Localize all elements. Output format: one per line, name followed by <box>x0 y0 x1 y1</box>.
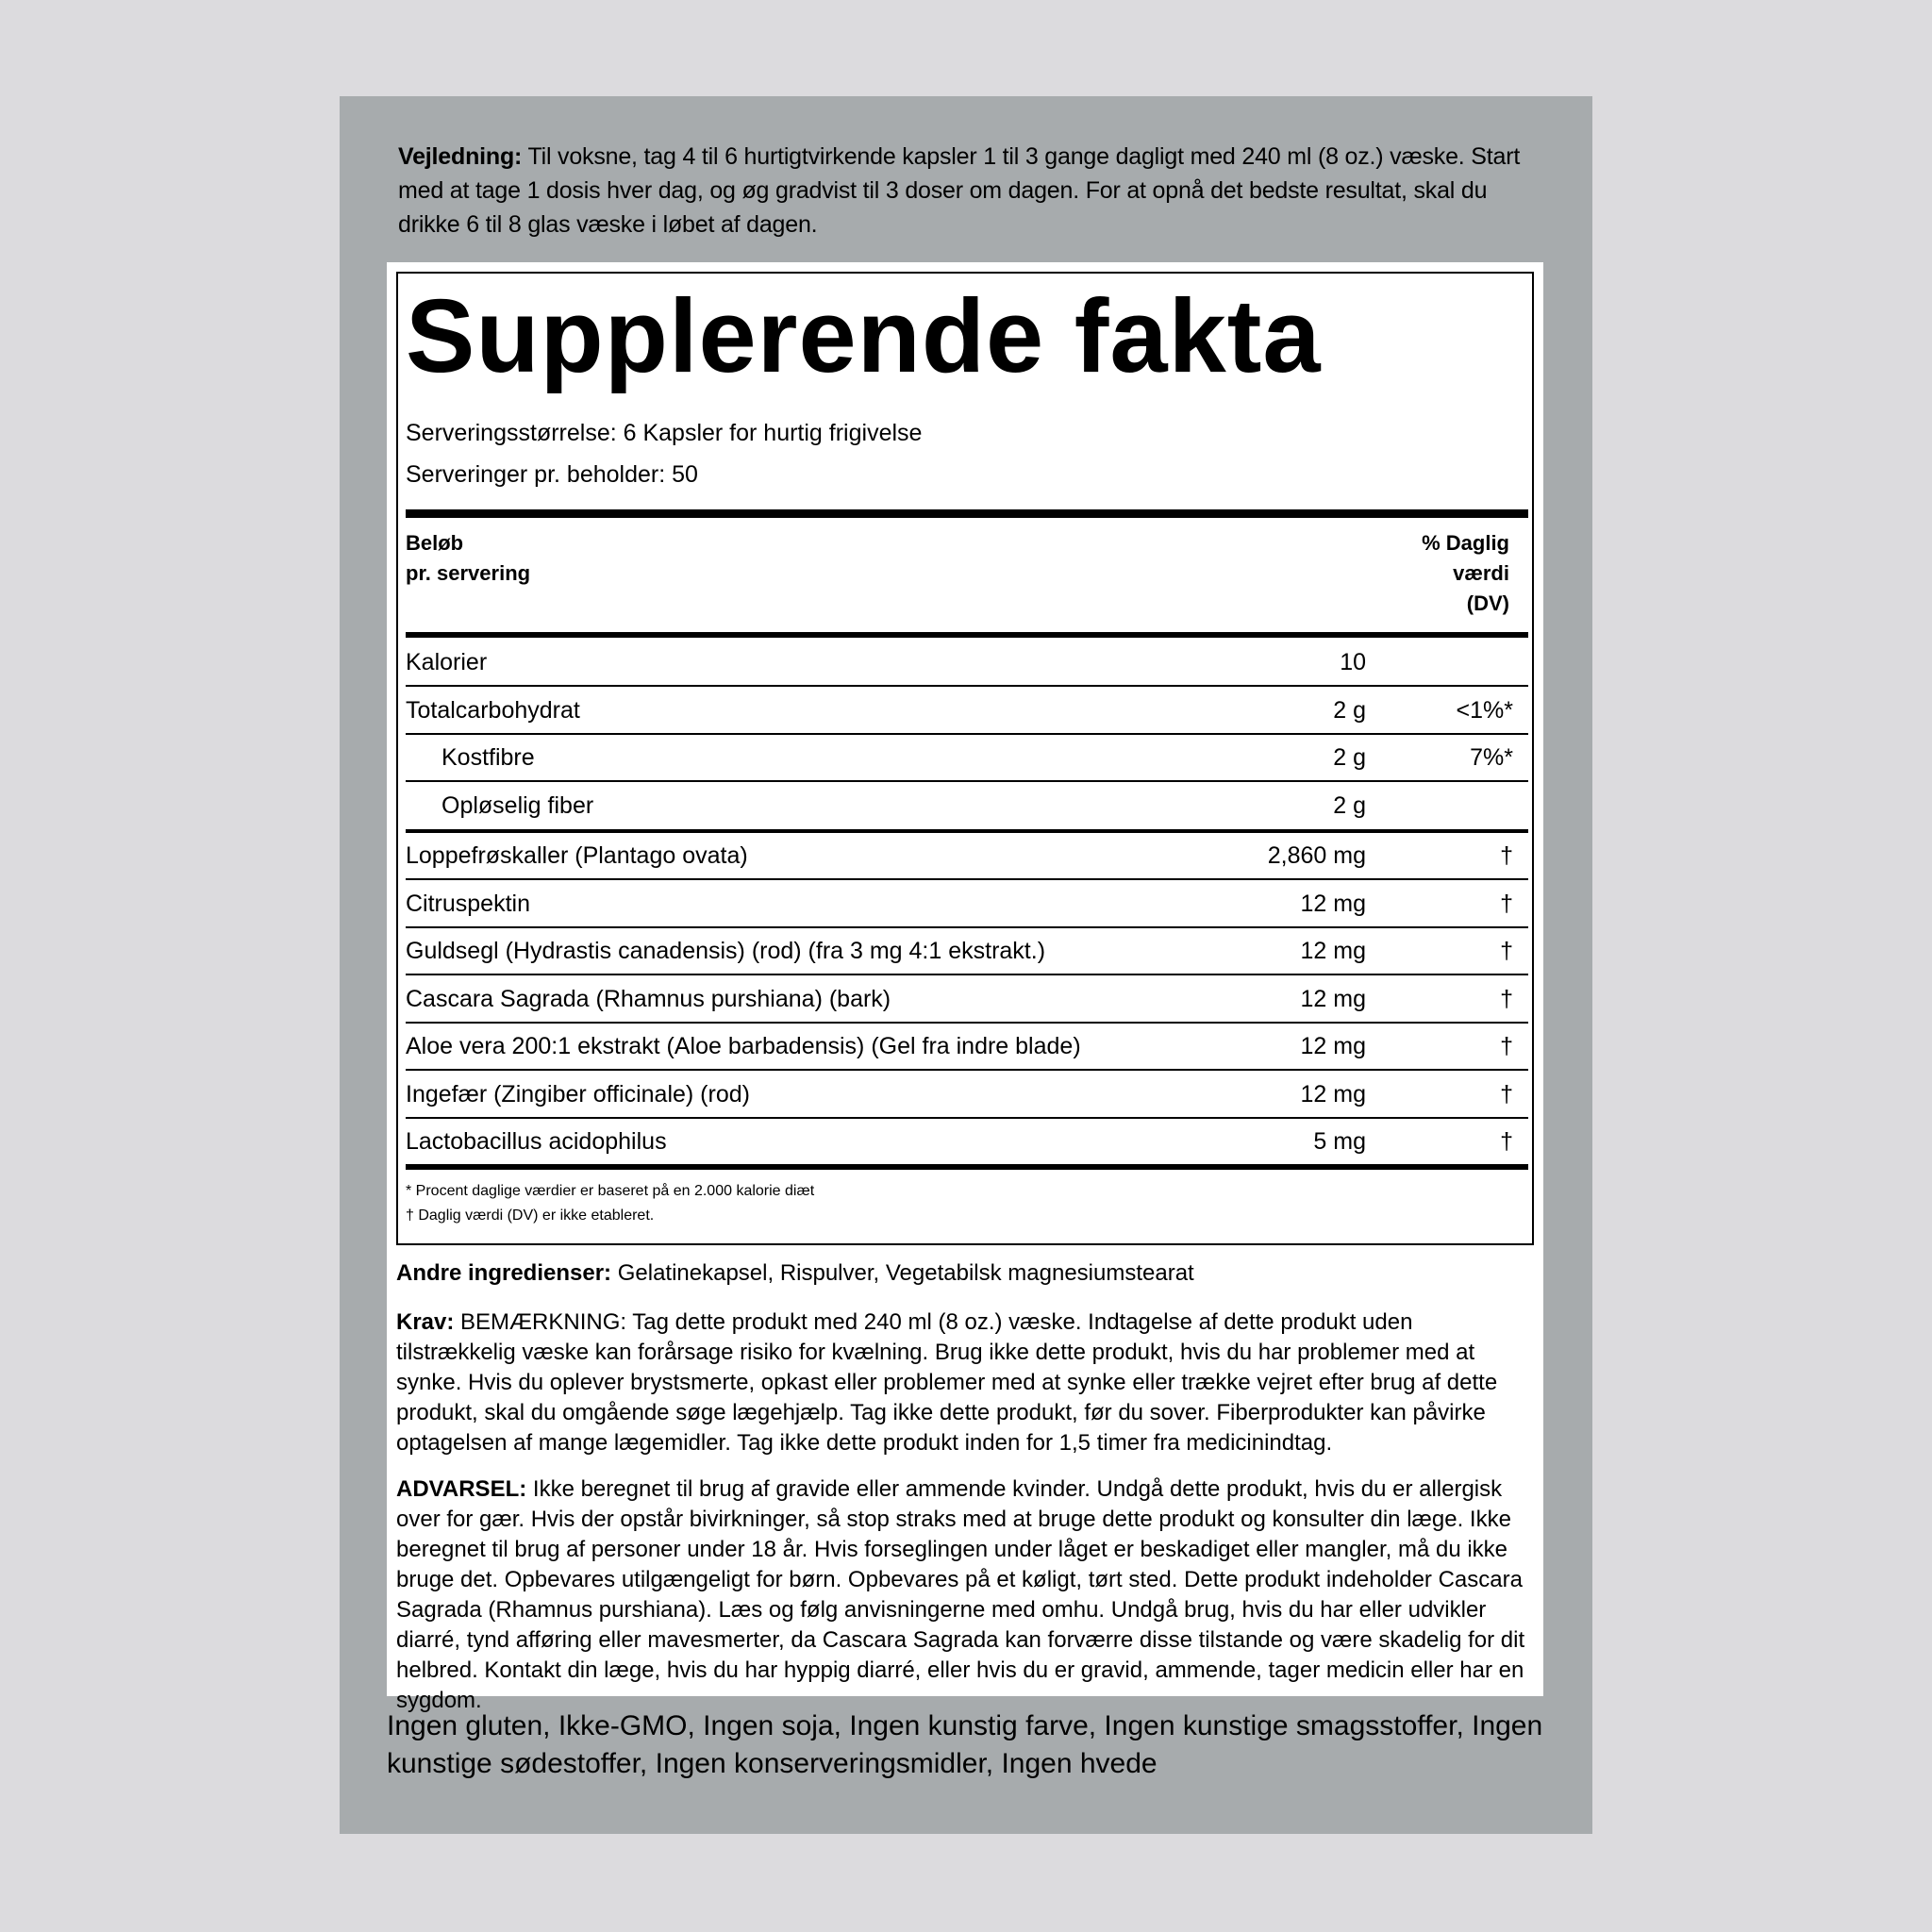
ingredient-name: Guldsegl (Hydrastis canadensis) (rod) (fra 3 mg 4:1 ekstrakt.) <box>406 938 1046 964</box>
nutrient-amount: 2 g <box>1333 792 1366 819</box>
ingredient-dv: † <box>1500 986 1513 1012</box>
ingredient-name: Loppefrøskaller (Plantago ovata) <box>406 842 748 869</box>
nutrient-name: Totalcarbohydrat <box>406 697 580 724</box>
white-panel <box>387 262 1543 1713</box>
nutrient-name: Opløselig fiber <box>441 792 594 819</box>
ingredient-dv: † <box>1500 1033 1513 1059</box>
directions <box>398 140 1540 242</box>
header-amount-line2: pr. servering <box>406 561 531 585</box>
footnote-daily-values: * Procent daglige værdier er baseret på en 2.000 kalorie diæt <box>406 1183 815 1199</box>
serving-size: Serveringsstørrelse: 6 Kapsler for hurtig frigivelse <box>406 420 923 446</box>
warning-text: Ikke beregnet til brug af gravide eller ammende kvinder. Undgå dette produkt, hvis du er allergisk over for gær. Hvis der opstår bivirkninger, så stop straks med at bruge dette produkt og konsulter din læge. Ikke beregnet til brug af personer under 18 år. Hvis forseglingen under låget er beskadiget eller mangler, må du ikke bruge det. Opbevares utilgængeligt for børn. Opbevares på et køligt, tørt sted. Dette produkt indeholder Cascara Sagrada (Rhamnus purshiana). Læs og følg anvisningerne med omhu. Undgå brug, hvis du har eller udvikler diarré, tynd afføring eller mavesmerter, da Cascara Sagrada kan forværre disse tilstande og være skadelig for dit helbred. Kontakt din læge, hvis du har hyppig diarré, eller hvis du er gravid, ammende, tager medicin eller har en sygdom. <box>396 1476 1525 1713</box>
other-ingredients-text: Gelatinekapsel, Rispulver, Vegetabilsk magnesiumstearat <box>611 1260 1194 1286</box>
nutrient-row <box>406 638 1528 685</box>
directions-text: Til voksne, tag 4 til 6 hurtigtvirkende kapsler 1 til 3 gange dagligt med 240 ml (8 oz.) væske. Start med at tage 1 dosis hver dag, og øg gradvist til 3 doser om dagen. For at opnå det bedste resultat, skal du drikke 6 til 8 glas væske i løbet af dagen. <box>398 143 1521 238</box>
warning-note <box>396 1474 1533 1716</box>
nutrient-dv: 7%* <box>1470 744 1513 771</box>
other-ingredients-label: Andre ingredienser: <box>396 1260 612 1286</box>
nutrient-amount: 2 g <box>1333 744 1366 771</box>
header-dv-line3: (DV) <box>1466 591 1509 615</box>
requirement-label: Krav: <box>396 1309 455 1335</box>
free-from-statement: Ingen gluten, Ikke-GMO, Ingen soja, Ingen kunstig farve, Ingen kunstige smagsstoffer, Ingen kunstige sødestoffer, Ingen konserveringsmidler, Ingen hvede <box>387 1710 1543 1779</box>
directions-label: Vejledning: <box>398 143 523 170</box>
ingredient-name: Lactobacillus acidophilus <box>406 1128 667 1155</box>
nutrient-dv: <1%* <box>1456 697 1513 724</box>
ingredient-amount: 2,860 mg <box>1267 842 1366 869</box>
header-amount-line1: Beløb <box>406 531 464 555</box>
ingredient-amount: 5 mg <box>1313 1128 1366 1155</box>
header-dv-line1: % Daglig <box>1422 531 1509 555</box>
label-panel <box>340 96 1592 1834</box>
header-dv <box>1422 528 1509 619</box>
ingredient-amount: 12 mg <box>1300 1081 1366 1108</box>
supplement-facts-box <box>396 272 1534 1245</box>
ingredient-row <box>406 1070 1528 1117</box>
ingredient-name: Citruspektin <box>406 891 530 917</box>
ingredient-row <box>406 831 1528 878</box>
ingredient-dv: † <box>1500 1128 1513 1155</box>
header-amount <box>406 528 530 589</box>
ingredient-amount: 12 mg <box>1300 986 1366 1012</box>
nutrient-name: Kostfibre <box>441 744 535 771</box>
nutrient-name: Kalorier <box>406 649 488 675</box>
ingredient-row <box>406 1022 1528 1069</box>
ingredient-dv: † <box>1500 938 1513 964</box>
thick-divider <box>406 509 1528 518</box>
warning-label: ADVARSEL: <box>396 1476 527 1502</box>
nutrient-row <box>406 733 1528 780</box>
facts-title: Supplerende fakta <box>406 278 1322 394</box>
ingredient-row <box>406 974 1528 1022</box>
ingredient-dv: † <box>1500 1081 1513 1108</box>
ingredient-row <box>406 1117 1528 1164</box>
servings-per-container: Serveringer pr. beholder: 50 <box>406 461 698 488</box>
nutrient-amount: 10 <box>1340 649 1366 675</box>
requirement-note <box>396 1307 1533 1458</box>
nutrient-row <box>406 686 1528 733</box>
ingredient-dv: † <box>1500 842 1513 869</box>
ingredient-name: Aloe vera 200:1 ekstrakt (Aloe barbadensis) (Gel fra indre blade) <box>406 1033 1081 1059</box>
nutrient-row <box>406 781 1528 828</box>
ingredient-dv: † <box>1500 891 1513 917</box>
nutrient-amount: 2 g <box>1333 697 1366 724</box>
footnote-dv-not-established: † Daglig værdi (DV) er ikke etableret. <box>406 1208 655 1224</box>
ingredient-amount: 12 mg <box>1300 938 1366 964</box>
thick-divider <box>406 1164 1528 1170</box>
other-ingredients <box>396 1258 1533 1289</box>
ingredient-row <box>406 926 1528 974</box>
ingredient-amount: 12 mg <box>1300 1033 1366 1059</box>
ingredient-row <box>406 879 1528 926</box>
header-dv-line2: værdi <box>1453 561 1509 585</box>
ingredient-amount: 12 mg <box>1300 891 1366 917</box>
requirement-text: BEMÆRKNING: Tag dette produkt med 240 ml (8 oz.) væske. Indtagelse af dette produkt uden tilstrækkelig væske kan forårsage risiko for kvælning. Brug ikke dette produkt, hvis du har problemer med at synke. Hvis du oplever brystsmerte, opkast eller problemer med at synke eller trække vejret efter brug af dette produkt, skal du omgående søge lægehjælp. Tag ikke dette produkt, før du sover. Fiberprodukter kan påvirke optagelsen af mange lægemidler. Tag ikke dette produkt inden for 1,5 timer fra medicinindtag. <box>396 1309 1498 1456</box>
ingredient-name: Ingefær (Zingiber officinale) (rod) <box>406 1081 750 1108</box>
ingredient-name: Cascara Sagrada (Rhamnus purshiana) (bark) <box>406 986 891 1012</box>
